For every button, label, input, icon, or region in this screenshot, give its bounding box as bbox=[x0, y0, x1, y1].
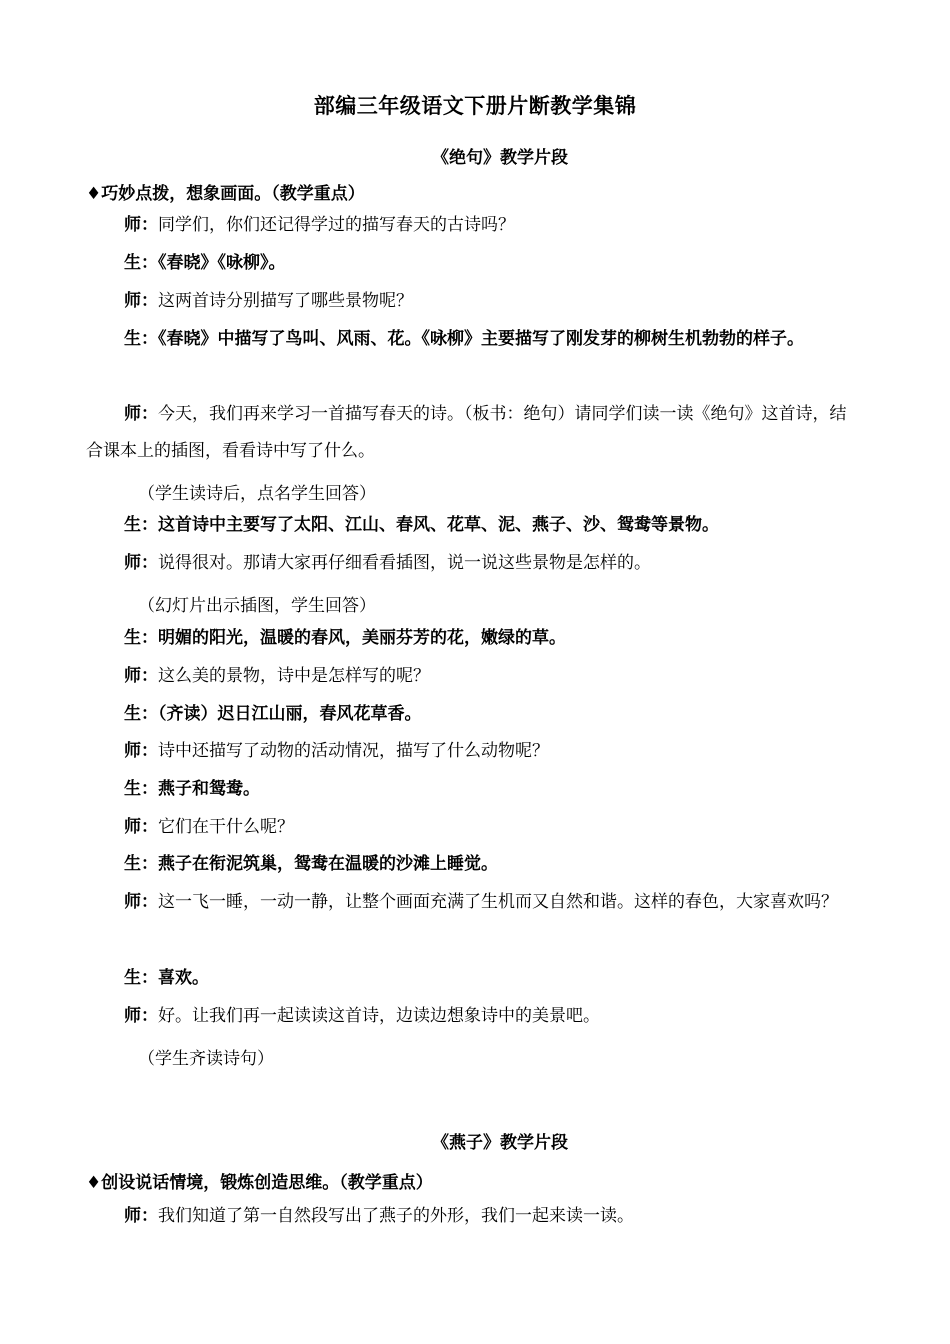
dialogue-text: 这两首诗分别描写了哪些景物呢？ bbox=[158, 291, 413, 311]
dialogue-text: （齐读）迟日江山丽，春风花草香。 bbox=[158, 704, 422, 724]
dialogue-line bbox=[124, 283, 859, 320]
document-title: 部编三年级语文下册片断教学集锦 bbox=[313, 94, 637, 118]
speaker-label: 师： bbox=[124, 553, 158, 573]
section-heading-jueju: ♦巧妙点拨，想象画面。（教学重点） bbox=[86, 184, 365, 204]
speaker-label: 生： bbox=[124, 968, 158, 988]
dialogue-line bbox=[124, 545, 859, 582]
dialogue-text: 《春晓》中描写了鸟叫、风雨、花。《咏柳》主要描写了刚发芽的柳树生机勃勃的样子。 bbox=[158, 329, 804, 349]
dialogue-line bbox=[124, 696, 859, 733]
dialogue-text: 《春晓》《咏柳》。 bbox=[158, 253, 286, 273]
dialogue-text: 说得很对。那请大家再仔细看看插图，说一说这些景物是怎样的。 bbox=[158, 553, 651, 573]
speaker-label: 师： bbox=[124, 741, 158, 761]
dialogue-line bbox=[124, 658, 859, 695]
section-subtitle-yanzi: 《燕子》教学片段 bbox=[432, 1133, 568, 1153]
speaker-label: 生： bbox=[124, 515, 158, 535]
stage-note: （学生读诗后，点名学生回答） bbox=[138, 484, 376, 504]
speaker-label: 师： bbox=[124, 215, 158, 235]
dialogue-line bbox=[124, 507, 859, 544]
speaker-label: 师： bbox=[124, 1206, 158, 1226]
dialogue-line bbox=[124, 620, 859, 657]
speaker-label: 生： bbox=[124, 628, 158, 648]
section-heading-yanzi: ♦创设说话情境，锻炼创造思维。（教学重点） bbox=[86, 1173, 433, 1193]
dialogue-text: 这一飞一睡，一动一静，让整个画面充满了生机而又自然和谐。这样的春色，大家喜欢吗？ bbox=[158, 892, 838, 912]
dialogue-text: 这么美的景物，诗中是怎样写的呢？ bbox=[158, 666, 430, 686]
dialogue-line bbox=[124, 960, 859, 997]
speaker-label: 师： bbox=[124, 892, 158, 912]
speaker-label: 师： bbox=[124, 1006, 158, 1026]
dialogue-paragraph bbox=[86, 884, 856, 921]
speaker-label: 生： bbox=[124, 329, 158, 349]
dialogue-text: 这首诗中主要写了太阳、江山、春风、花草、泥、燕子、沙、鸳鸯等景物。 bbox=[158, 515, 719, 535]
dialogue-line bbox=[124, 207, 859, 244]
dialogue-text: 同学们，你们还记得学过的描写春天的古诗吗？ bbox=[158, 215, 515, 235]
dialogue-text: 它们在干什么呢？ bbox=[158, 817, 294, 837]
speaker-label: 师： bbox=[124, 666, 158, 686]
dialogue-text: 燕子和鸳鸯。 bbox=[158, 779, 260, 799]
speaker-label: 生： bbox=[124, 253, 158, 273]
dialogue-line bbox=[124, 846, 859, 883]
dialogue-text: 明媚的阳光，温暖的春风，美丽芬芳的花，嫩绿的草。 bbox=[158, 628, 566, 648]
speaker-label: 生： bbox=[124, 704, 158, 724]
dialogue-text: 喜欢。 bbox=[158, 968, 209, 988]
dialogue-text: 今天，我们再来学习一首描写春天的诗。（板书：绝句）请同学们读一读《绝句》这首诗，结合课本上的插图，看看诗中写了什么。 bbox=[86, 404, 847, 461]
section-subtitle-jueju: 《绝句》教学片段 bbox=[432, 148, 568, 168]
speaker-label: 生： bbox=[124, 854, 158, 874]
dialogue-text: 诗中还描写了动物的活动情况，描写了什么动物呢？ bbox=[158, 741, 549, 761]
dialogue-line bbox=[124, 771, 859, 808]
dialogue-text: 我们知道了第一自然段写出了燕子的外形，我们一起来读一读。 bbox=[158, 1206, 634, 1226]
stage-note: （幻灯片出示插图，学生回答） bbox=[138, 596, 376, 616]
speaker-label: 师： bbox=[124, 817, 158, 837]
dialogue-text: 燕子在衔泥筑巢，鸳鸯在温暖的沙滩上睡觉。 bbox=[158, 854, 498, 874]
dialogue-paragraph bbox=[86, 396, 856, 470]
dialogue-line bbox=[124, 809, 859, 846]
speaker-label: 师： bbox=[124, 291, 158, 311]
dialogue-line bbox=[124, 1198, 859, 1235]
dialogue-paragraph bbox=[86, 321, 856, 358]
dialogue-line bbox=[124, 998, 859, 1035]
dialogue-line bbox=[124, 245, 859, 282]
dialogue-text: 好。让我们再一起读读这首诗，边读边想象诗中的美景吧。 bbox=[158, 1006, 600, 1026]
stage-note: （学生齐读诗句） bbox=[138, 1049, 274, 1069]
speaker-label: 生： bbox=[124, 779, 158, 799]
speaker-label: 师： bbox=[124, 404, 158, 424]
dialogue-line bbox=[124, 733, 859, 770]
